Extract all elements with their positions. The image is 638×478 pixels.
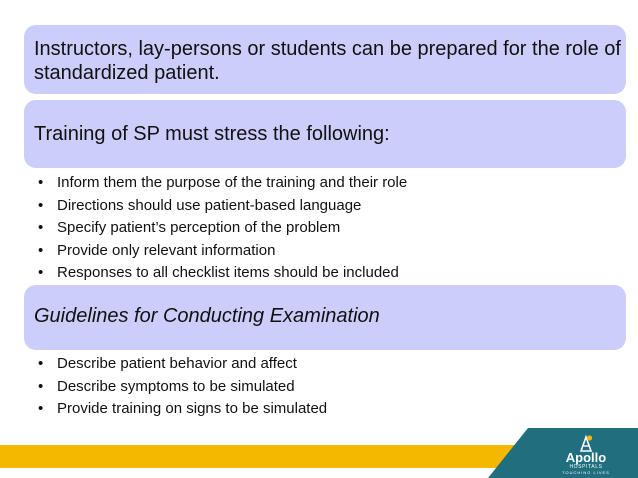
list-item: • Specify patient’s perception of the problem xyxy=(38,217,407,240)
guidelines-heading: Guidelines for Conducting Examination xyxy=(34,305,380,327)
list-item: • Provide training on signs to be simulated xyxy=(38,398,327,421)
apollo-logo xyxy=(556,432,616,476)
training-heading: Training of SP must stress the following: xyxy=(34,123,390,145)
logo-name: Apollo xyxy=(565,450,607,465)
list-item: • Describe patient behavior and affect xyxy=(38,353,327,376)
list-item: • Provide only relevant information xyxy=(38,240,407,263)
intro-box xyxy=(24,25,626,94)
guidelines-heading-box xyxy=(24,285,626,350)
list-item: • Directions should use patient-based language xyxy=(38,195,407,218)
list-item: • Inform them the purpose of the training and their role xyxy=(38,172,407,195)
guidelines-list xyxy=(38,353,327,421)
logo-subtitle: HOSPITALS xyxy=(569,464,603,470)
footer-yellow-band xyxy=(0,445,520,468)
training-list xyxy=(38,172,407,285)
training-heading-box xyxy=(24,100,626,168)
list-item: • Describe symptoms to be simulated xyxy=(38,376,327,399)
logo-tagline: TOUCHING LIVES xyxy=(562,470,610,475)
list-item: • Responses to all checklist items should be included xyxy=(38,262,407,285)
footer-band xyxy=(0,428,638,478)
intro-text: Instructors, lay-persons or students can be prepared for the role of standardized patient. xyxy=(34,38,621,84)
